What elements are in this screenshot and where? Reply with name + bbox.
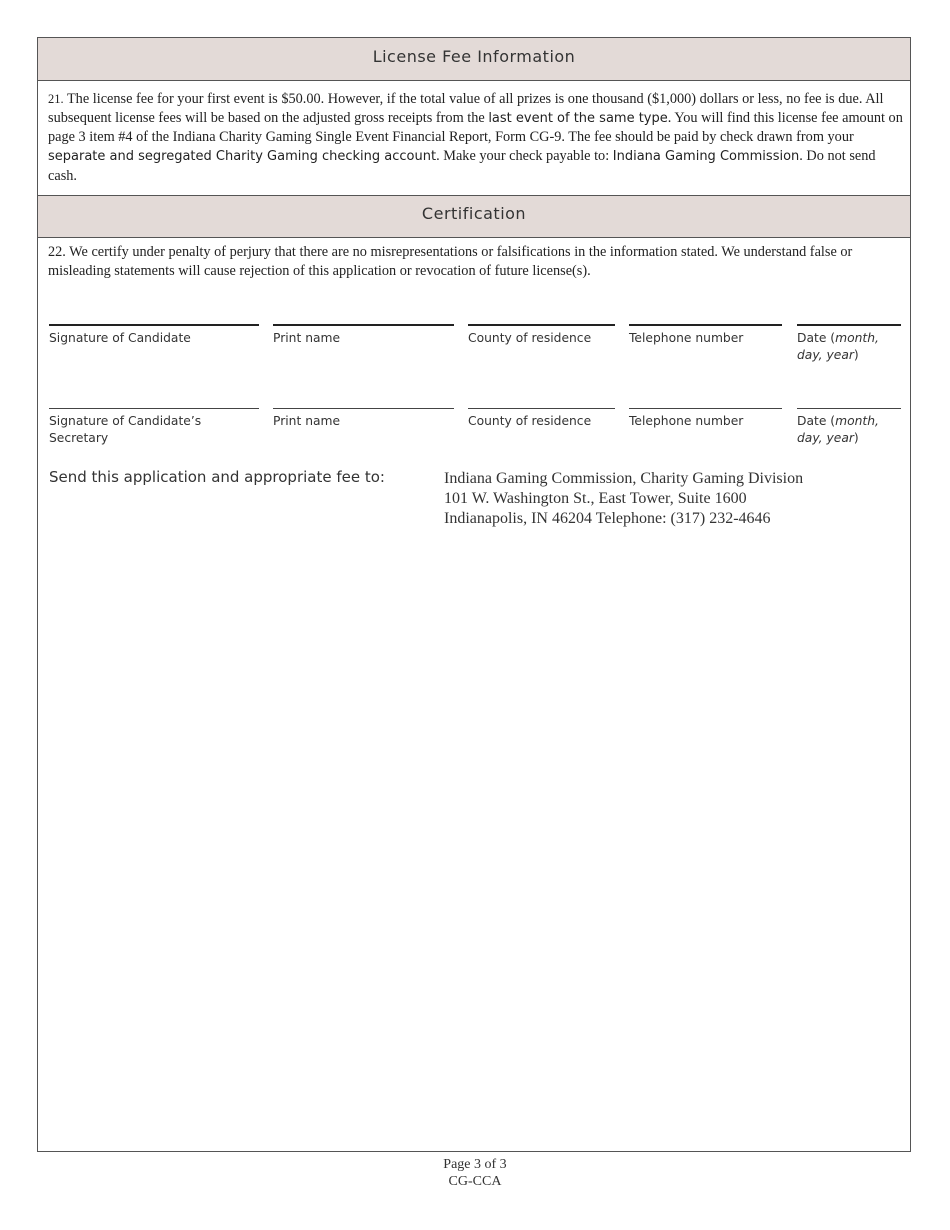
item-21-number: 21. [48,92,64,106]
secretary-county-field[interactable] [468,408,615,430]
candidate-date-hint: month, day, year [797,331,879,362]
secretary-print-name-label: Print name [273,414,341,428]
secretary-signature-field[interactable] [49,408,259,447]
candidate-county-field[interactable] [468,324,615,347]
mailing-instruction-label: Send this application and appropriate fee to: [49,468,385,486]
secretary-signature-label: Signature of Candidate’s Secretary [49,414,202,445]
secretary-telephone-label: Telephone number [629,414,744,428]
candidate-date-field[interactable] [797,324,901,364]
secretary-print-name-field[interactable] [273,408,454,430]
certification-header: Certification [38,195,910,238]
secretary-county-label: County of residence [468,414,592,428]
candidate-telephone-field[interactable] [629,324,782,347]
license-fee-header: License Fee Information [38,38,910,81]
candidate-county-label: County of residence [468,331,592,345]
item-21-emph-last-event: last event of the same type [488,110,668,126]
item-21-text-b: . You will find this license fee amount on page 3 item #4 of the Indiana Charity Gaming Single Event Financial Report, Form CG-9. The fee should be paid by check drawn from your [48,109,903,146]
secretary-date-field[interactable] [797,408,901,447]
candidate-print-name-label: Print name [273,331,341,345]
candidate-signature-field[interactable] [49,324,259,347]
item-21-emph-payee: Indiana Gaming Commission [612,149,800,165]
item-21-text-c: . Make your check payable to: [436,148,613,165]
candidate-print-name-field[interactable] [273,324,454,347]
candidate-signature-label: Signature of Candidate [49,331,191,345]
item-21-text-d: . Do not send cash. [48,148,876,184]
secretary-date-close: ) [853,431,859,445]
mailing-address-line-2: 101 W. Washington St., East Tower, Suite 1600 [444,490,747,507]
page-footer [0,1156,950,1190]
secretary-date-label: Date ( [797,414,836,428]
page-number: Page 3 of 3 [443,1157,507,1172]
form-page-frame [37,37,911,1152]
mailing-address-line-3: Indianapolis, IN 46204 Telephone: (317) 232-4646 [444,510,771,527]
mailing-address-line-1: Indiana Gaming Commission, Charity Gaming Division [444,470,804,487]
mailing-address [444,469,803,529]
candidate-date-label: Date ( [797,331,836,345]
item-21-emph-checking-account: separate and segregated Charity Gaming checking account [48,149,437,165]
secretary-date-hint: month, day, year [797,414,879,445]
form-id: CG-CCA [448,1174,502,1189]
item-22-certification-text: 22. We certify under penalty of perjury that there are no misrepresentations or falsifications in the information stated. We understand false or misleading statements will cause rejection of this application or revocation of future license(s). [48,243,853,279]
item-21-license-fee-text [38,81,910,195]
item-21-text-a: The license fee for your first event is $50.00. However, if the total value of all prizes is one thousand ($1,000) dollars or less, no fee is due. All subsequent license fees will be based on the adjusted gross receipts from the [48,91,884,126]
candidate-telephone-label: Telephone number [629,331,744,345]
candidate-date-close: ) [853,348,859,362]
secretary-telephone-field[interactable] [629,408,782,430]
